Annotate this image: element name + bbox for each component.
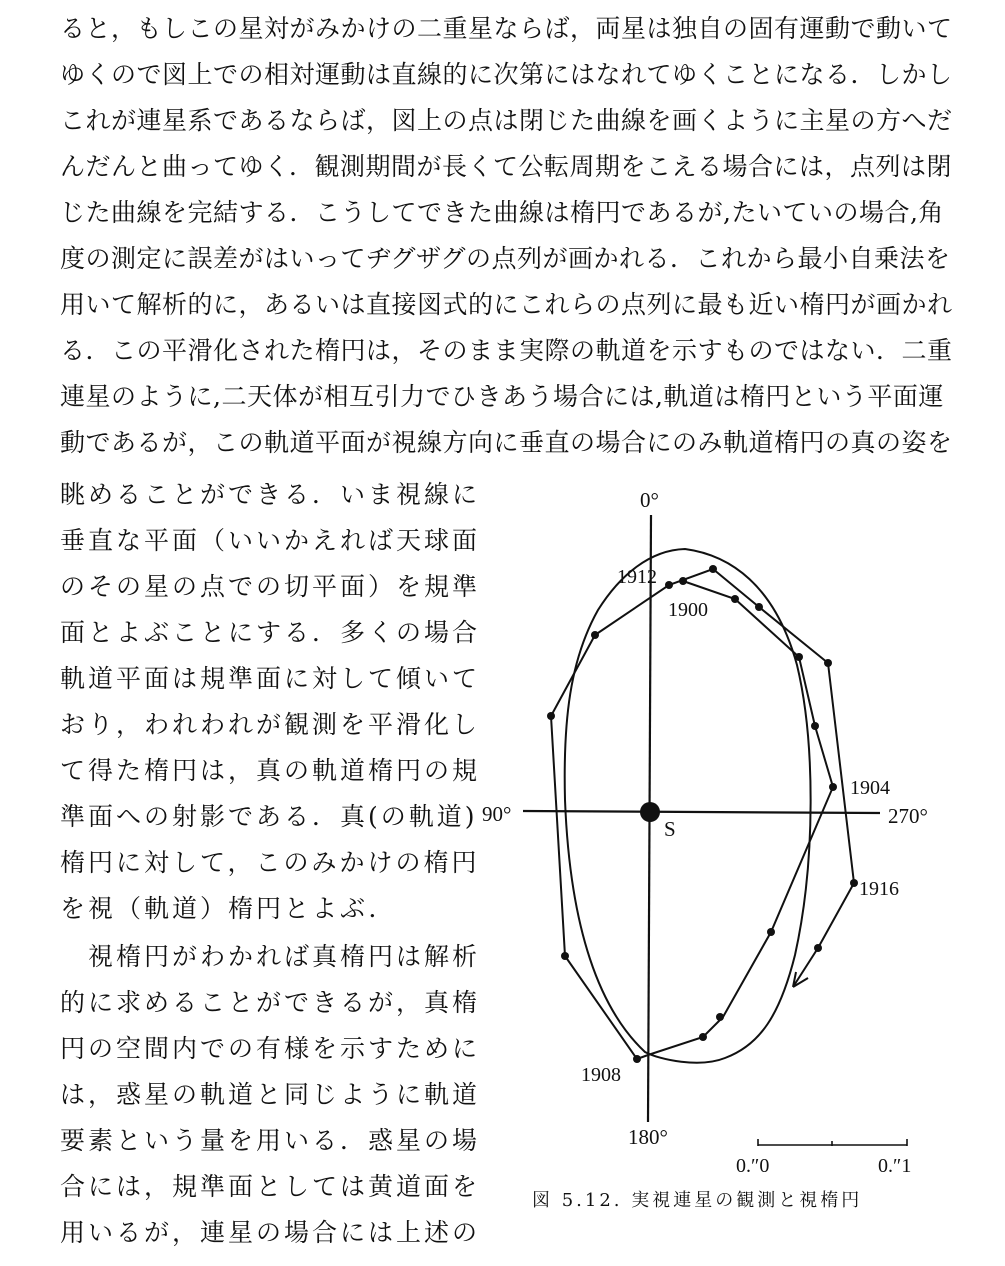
text-line: 動であるが，この軌道平面が視線方向に垂直の場合にのみ軌道楕円の真の姿を	[60, 428, 953, 457]
observation-point	[633, 1055, 641, 1063]
text-line: 要素という量を用いる．惑星の場	[60, 1126, 481, 1155]
text-line: 度の測定に誤差がはいってヂグザグの点列が画かれる．これから最小自乗法を	[60, 244, 951, 273]
year-label-1900: 1900	[668, 599, 708, 621]
horizontal-axis	[523, 811, 880, 813]
text-line: これが連星系であるならば，図上の点は閉じた曲線を画くように主星の方へだ	[60, 106, 953, 135]
text-line: 用いるが，連星の場合には上述の	[60, 1218, 481, 1247]
text-line: 楕円に対して，このみかけの楕円	[60, 848, 480, 877]
year-label-1916: 1916	[859, 878, 899, 900]
observation-point	[795, 653, 803, 661]
text-line: おり，われわれが観測を平滑化し	[60, 710, 481, 739]
observation-point	[850, 879, 858, 887]
text-line: を視（軌道）楕円とよぶ．	[60, 894, 397, 923]
observation-point	[679, 577, 687, 585]
text-line: は，惑星の軌道と同じように軌道	[60, 1080, 481, 1109]
text-line: 軌道平面は規準面に対して傾いて	[60, 664, 481, 693]
scale-bar	[758, 1139, 907, 1146]
observation-point	[665, 581, 673, 589]
text-line: 視楕円がわかれば真楕円は解析	[60, 942, 481, 971]
axis-label-bottom: 180°	[628, 1125, 668, 1149]
text-line: 円の空間内での有様を示すために	[60, 1034, 481, 1063]
figure-caption: 図 5.12. 実視連星の観測と視楕円	[532, 1190, 863, 1211]
year-label-1908: 1908	[581, 1064, 621, 1086]
observation-point	[699, 1033, 707, 1041]
primary-star-label: S	[664, 817, 676, 841]
text-line: て得た楕円は，真の軌道楕円の規	[60, 756, 481, 785]
axis-label-top: 0°	[640, 488, 659, 512]
text-line: 面とよぶことにする．多くの場合	[60, 618, 481, 647]
observation-point	[811, 722, 819, 730]
year-label-1904: 1904	[850, 777, 890, 799]
observation-path	[551, 569, 854, 1059]
text-line: る．この平滑化された楕円は，そのまま実際の軌道を示すものではない．二重	[60, 336, 953, 365]
text-line: 連星のように,二天体が相互引力でひきあう場合には,軌道は楕円という平面運	[60, 382, 944, 411]
observation-point	[767, 928, 775, 936]
axis-label-right: 270°	[888, 804, 928, 828]
text-line: んだんと曲ってゆく．観測期間が長くて公転周期をこえる場合には，点列は閉	[60, 152, 953, 181]
text-line: 垂直な平面（いいかえれば天球面	[60, 526, 481, 555]
text-line: じた曲線を完結する．こうしてできた曲線は楕円であるが,たいていの場合,角	[60, 198, 944, 227]
observation-point	[709, 565, 717, 573]
text-line: 合には，規準面としては黄道面を	[60, 1172, 481, 1201]
year-label-1912: 1912	[617, 566, 657, 588]
axis-label-left: 90°	[482, 802, 512, 826]
observation-point	[561, 952, 569, 960]
text-line: 準面への射影である．真(の軌道)	[60, 802, 478, 831]
observation-point	[716, 1013, 724, 1021]
observation-point	[814, 944, 822, 952]
direction-arrow-icon	[793, 948, 818, 987]
text-line: ゆくので図上での相対運動は直線的に次第にはなれてゆくことになる．しかし	[60, 60, 953, 89]
scale-end-label: 0.″1	[878, 1155, 912, 1177]
observation-point	[731, 595, 739, 603]
observation-point	[547, 712, 555, 720]
observation-point	[591, 631, 599, 639]
text-line: のその星の点での切平面）を規準	[60, 572, 481, 601]
observation-point	[829, 783, 837, 791]
text-line: 用いて解析的に，あるいは直接図式的にこれらの点列に最も近い楕円が画かれ	[60, 290, 953, 319]
text-line: 的に求めることができるが，真楕	[60, 988, 481, 1017]
text-line: 眺めることができる．いま視線に	[60, 480, 481, 509]
text-line: ると，もしこの星対がみかけの二重星ならば，両星は独自の固有運動で動いて	[60, 14, 953, 43]
scale-start-label: 0.″0	[736, 1155, 770, 1177]
apparent-ellipse	[565, 549, 811, 1063]
observation-point	[824, 659, 832, 667]
primary-star	[640, 802, 660, 822]
observation-point	[755, 603, 763, 611]
